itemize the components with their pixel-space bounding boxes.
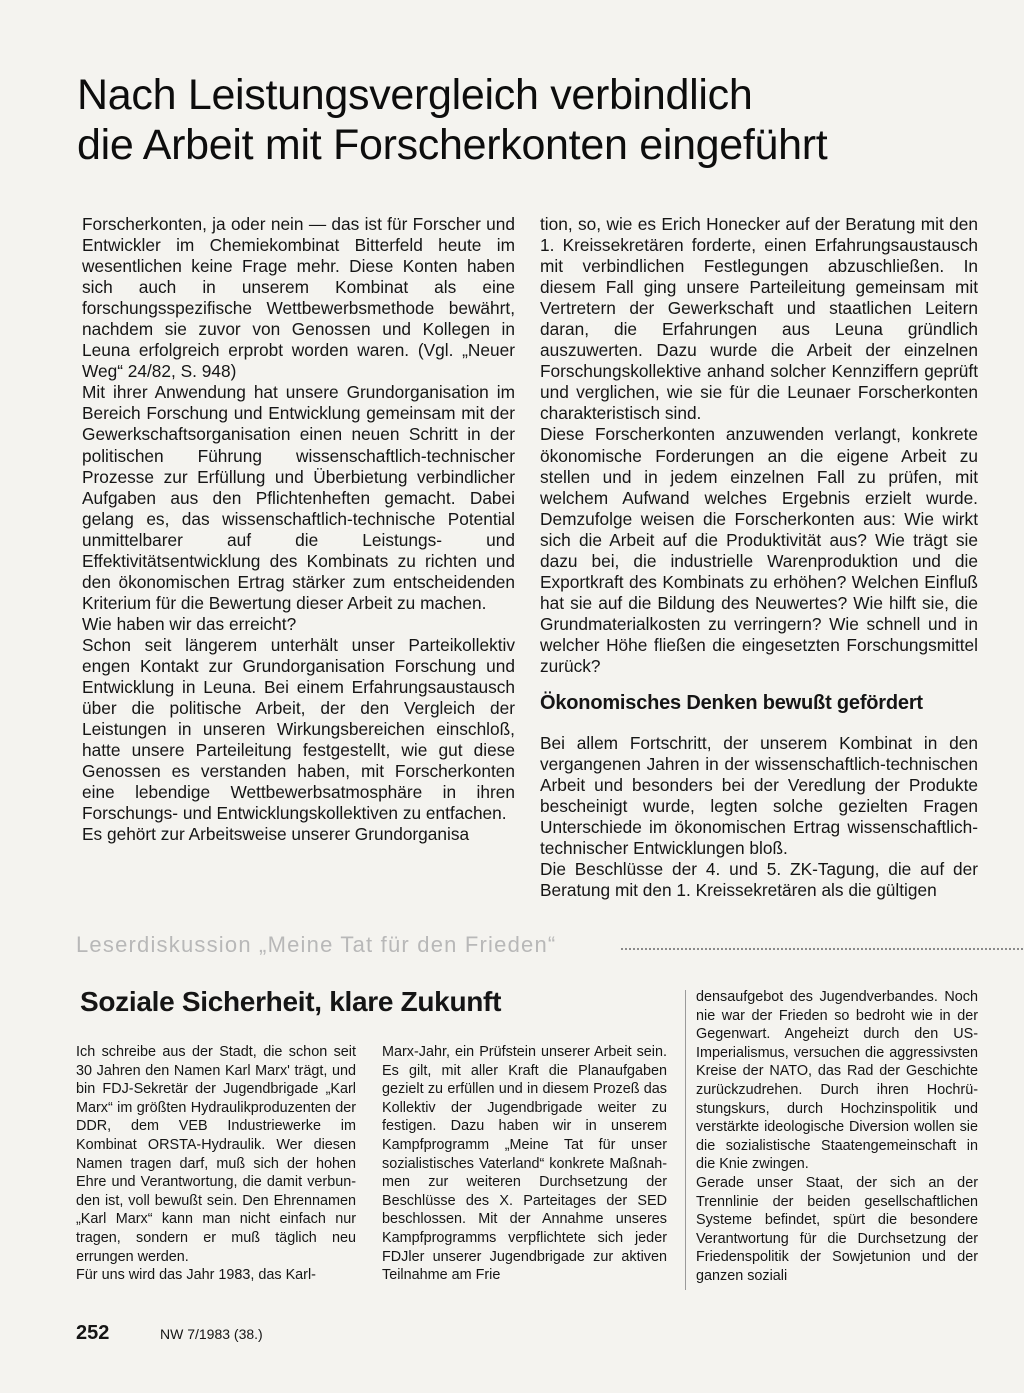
letter-headline: Soziale Sicherheit, klare Zukunft	[80, 986, 502, 1017]
article-column-2	[540, 214, 978, 901]
article-subheading: Ökonomisches Denken bewußt gefördert	[540, 692, 923, 715]
headline-line-1: Nach Leistungsvergleich verbindlich	[77, 71, 753, 119]
headline-line-2: die Arbeit mit Forscherkonten eingeführt	[77, 121, 828, 169]
paragraph: Ich schreibe aus der Stadt, die schon seit 30 Jahren den Namen Karl Marx' trägt, und bin FDJ-Sekretär der Jugendbrigade „Karl Marx“ im größten Hydraulikproduzenten der DDR, dem VEB Industriewerke im Kombinat ORSTA-Hydraulik. Wer diesen Namen tragen darf, muß sich der hohen Ehre und Verantwortung, die damit verbunden ist, voll bewußt sein. Den Ehrennamen „Karl Marx“ kann man nicht einfach nur tragen, sondern er muß täglich neu errungen werden.	[76, 1044, 356, 1265]
letter-column-2	[382, 1043, 667, 1285]
paragraph: tion, so, wie es Erich Honecker auf der Beratung mit den 1. Kreissekretären forderte, einen Erfahrungsaustausch mit verbindlichen Festlegungen abzuschließen. In diesem Fall ging unsere Parteileitung gemeinsam mit Vertretern der Gewerkschaft und staatlichen Leitern daran, die Erfahrungen aus Leuna gründlich auszuwerten. Dazu wurde die Arbeit der einzelnen Forschungskollektive anhand solcher Kennziffern geprüft und verglichen, wie sie für die Leunaer Forscherkonten charakteristisch sind.	[540, 214, 978, 424]
paragraph: Bei allem Fortschritt, der unserem Kombinat in den vergangenen Jahren in der wissenschaftlich-technischen Arbeit und besonders bei der Veredlung der Produkte bescheinigt wurde, legten solche gezielten Fragen Unterschiede im ökonomischen Ertrag wissenschaftlich-technischer Entwicklungen bloß.	[540, 733, 978, 859]
paragraph: Diese Forscherkonten anzuwenden verlangt, konkrete ökonomische Forderungen an die eigene Arbeit zu stellen und in jedem einzelnen Fall zu prüfen, mit welchem Aufwand welches Ergebnis erzielt wurde. Demzufolge weisen die Forscherkonten aus: Wie wirkt sich die Arbeit auf die Produktivität aus? Wie trägt sie dazu bei, die industrielle Warenproduktion und die Exportkraft des Kombinats zu erhöhen? Welchen Einfluß hat sie auf die Bildung des Neuwertes? Wie hilft sie, die Grundmaterialkosten zu verringern? Wie schnell und in welcher Höhe fließen die eingesetzten Forschungsmittel zurück?	[540, 424, 978, 676]
paragraph: Für uns wird das Jahr 1983, das Karl-	[76, 1267, 316, 1284]
letter-column-1	[76, 1043, 356, 1285]
paragraph: Mit ihrer Anwendung hat unsere Grundorganisation im Bereich Forschung und Entwicklung gemeinsam mit der Gewerkschaftsorganisation einen neuen Schritt in der politischen Führung wissenschaftlich-technischer Prozesse zur Erfüllung und Überbietung verbindlicher Aufgaben aus den Pflichtenheften gemacht. Dabei gelang es, das wissenschaftlich-technische Potential unmittelbarer auf die Leistungs- und Effektivitätsentwicklung des Kombinats zu richten und den ökonomischen Ertrag stärker zum entscheidenden Kriterium für die Bewertung dieser Arbeit zu machen.	[82, 382, 515, 613]
paragraph: Wie haben wir das erreicht?	[82, 613, 297, 634]
column-divider	[685, 990, 686, 1290]
article-headline	[77, 70, 957, 170]
paragraph: Es gehört zur Arbeitsweise unserer Grundorganisa	[82, 824, 470, 845]
paragraph: Marx-Jahr, ein Prüfstein unserer Arbeit sein. Es gilt, mit aller Kraft die Planaufgaben gezielt zu erfüllen und in diesem Prozeß das Kollektiv der Jugendbrigade weiter zu festigen. Dazu haben wir in unserem Kampfprogramm „Meine Tat für unser sozialistisches Vaterland“ konkrete Maßnahmen zur weiteren Durchsetzung der Beschlüsse des X. Parteitages der SED beschlossen. Mit der Annahme unseres Kampfprogramms verpflichtete sich jeder FDJler unserer Jugendbrigade zur aktiven Teilnahme am Frie	[382, 1044, 667, 1284]
kicker-text: Leserdiskussion „Meine Tat für den Frieden“	[76, 932, 557, 957]
kicker-rule	[621, 948, 1024, 950]
issue-reference: NW 7/1983 (38.)	[160, 1326, 263, 1342]
paragraph: Gerade unser Staat, der sich an der Trennlinie der beiden gesellschaftlichen Systeme befindet, spürt die besondere Verantwortung für die Durchsetzung der Friedenspolitik der Sowjetunion und der ganzen soziali	[696, 1174, 978, 1284]
paragraph: Schon seit längerem unterhält unser Parteikollektiv engen Kontakt zur Grundorganisation Forschung und Entwicklung in Leuna. Bei einem Erfahrungsaustausch über die politische Arbeit, der den Vergleich der Leistungen in unseren Wirkungsbereichen einschloß, hatte unsere Parteileitung festgestellt, wie gut diese Genossen es verstanden haben, mit Forscherkonten eine lebendige Wettbewerbsatmosphäre in ihren Forschungs- und Entwicklungskollektiven zu entfachen.	[82, 634, 515, 824]
letter-column-3	[696, 988, 978, 1286]
paragraph: Forscherkonten, ja oder nein — das ist für Forscher und Entwickler im Chemiekombinat Bitterfeld heute im wesentlichen keine Frage mehr. Diese Konten haben sich auch in unserem Kombinat als eine forschungsspezifische Wettbewerbsmethode bewährt, nachdem sie zuvor von Genossen und Kollegen in Leuna erfolgreich erprobt worden waren. (Vgl. „Neuer Weg“ 24/82, S. 948)	[82, 214, 515, 382]
paragraph: densaufgebot des Jugendverbandes. Noch nie war der Frieden so bedroht wie in der Gegenwart. Angeheizt durch den US-Imperialismus, versuchen die aggressivsten Kreise der NATO, das Rad der Geschichte zurückzudrehen. Durch ihren Hochrüstungskurs, durch Hochzinspolitik und verstärkte ideologische Diversion wollen sie die sozialistische Staatengemeinschaft in die Knie zwingen.	[696, 989, 978, 1173]
paragraph: Die Beschlüsse der 4. und 5. ZK-Tagung, die auf der Beratung mit den 1. Kreissekretären als die gültigen	[540, 859, 978, 901]
article-column-1	[82, 214, 515, 845]
section-kicker	[76, 932, 976, 966]
page-number: 252	[76, 1322, 110, 1344]
